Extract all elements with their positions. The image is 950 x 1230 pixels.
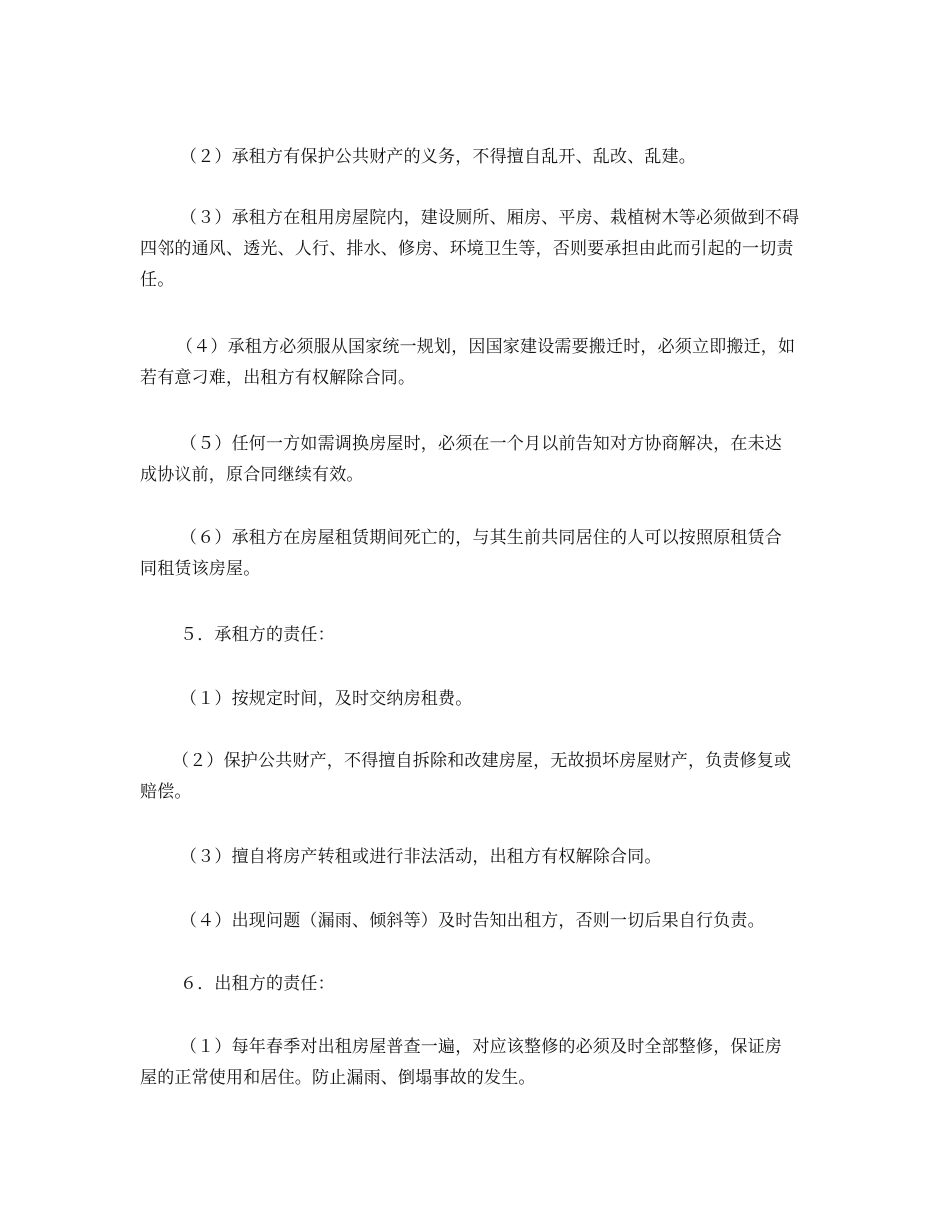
text-line: （１）每年春季对出租房屋普查一遍，对应该整修的必须及时全部整修，保证房 — [180, 1037, 782, 1057]
clause-4-5 — [140, 429, 812, 491]
clause-5-2 — [140, 746, 812, 808]
text-line: 任。 — [140, 270, 175, 290]
clause-5-3 — [140, 842, 812, 873]
text-line: （４）承租方必须服从国家统一规划，因国家建设需要搬迁时，必须立即搬迁，如 — [176, 337, 796, 357]
text-line: （２）保护公共财产，不得擅自拆除和改建房屋，无故损坏房屋财产，负责修复或 — [172, 751, 792, 771]
section-6-heading — [140, 969, 812, 1000]
text-line: （１）按规定时间，及时交纳房租费。 — [180, 689, 473, 709]
section-5-heading — [140, 620, 812, 651]
clause-4-3 — [140, 203, 812, 296]
clause-5-4 — [140, 906, 812, 937]
text-line: 四邻的通风、透光、人行、排水、修房、环境卫生等，否则要承担由此而引起的一切责 — [140, 239, 794, 259]
clause-4-4 — [140, 332, 812, 394]
text-line: 成协议前，原合同继续有效。 — [140, 465, 364, 485]
clause-4-6 — [140, 523, 812, 585]
text-line: 屋的正常使用和居住。防止漏雨、倒塌事故的发生。 — [140, 1068, 536, 1088]
text-line: ６．出租方的责任： — [180, 974, 335, 994]
clause-4-2 — [140, 142, 812, 173]
text-line: 若有意刁难，出租方有权解除合同。 — [140, 368, 416, 388]
text-line: （３）承租方在租用房屋院内，建设厕所、厢房、平房、栽植树木等必须做到不碍 — [180, 208, 800, 228]
clause-5-1 — [140, 684, 812, 715]
text-line: （６）承租方在房屋租赁期间死亡的，与其生前共同居住的人可以按照原租赁合 — [180, 528, 782, 548]
text-line: （２）承租方有保护公共财产的义务，不得擅自乱开、乱改、乱建。 — [180, 147, 696, 167]
text-line: 同租赁该房屋。 — [140, 559, 261, 579]
text-line: ５．承租方的责任： — [180, 625, 335, 645]
text-line: （５）任何一方如需调换房屋时，必须在一个月以前告知对方协商解决，在未达 — [180, 434, 782, 454]
text-line: （４）出现问题（漏雨、倾斜等）及时告知出租方，否则一切后果自行负责。 — [180, 911, 765, 931]
text-line: （３）擅自将房产转租或进行非法活动，出租方有权解除合同。 — [180, 847, 662, 867]
text-line: 赔偿。 — [140, 782, 192, 802]
clause-6-1 — [140, 1032, 812, 1094]
